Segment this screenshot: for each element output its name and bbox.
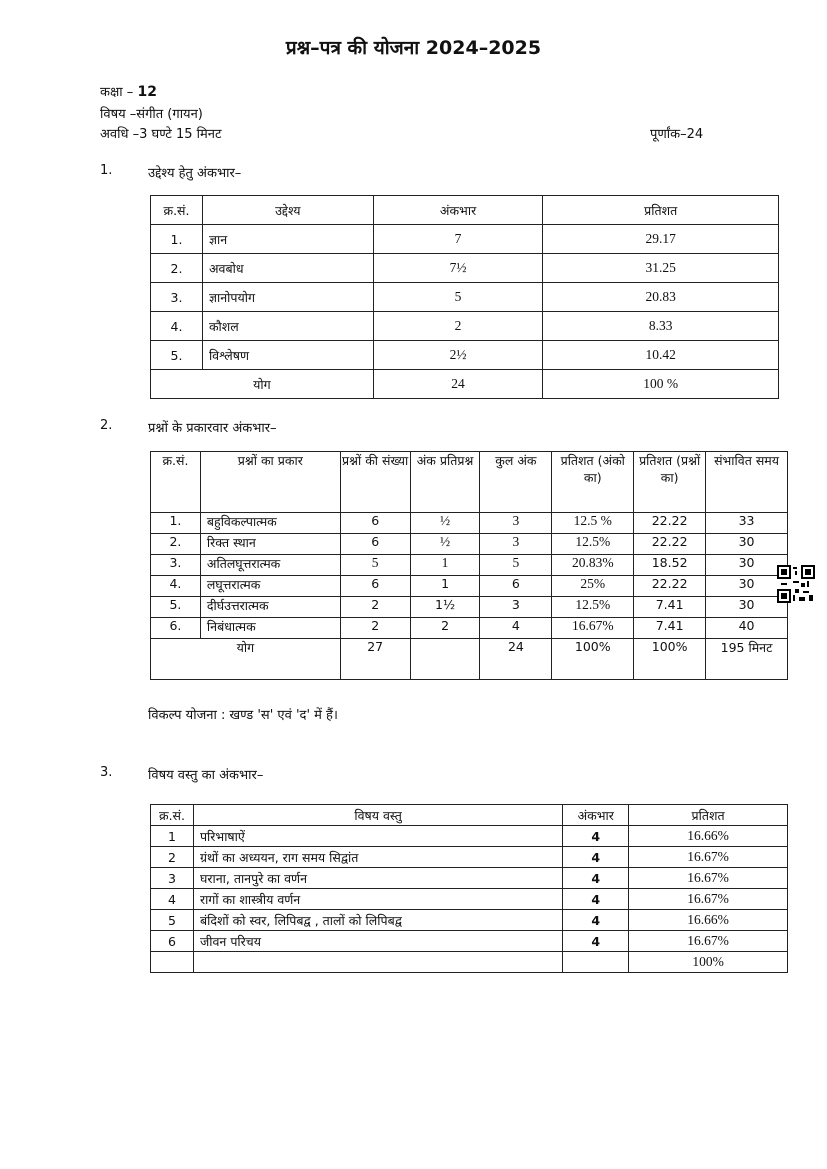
cell: 12.5% (552, 534, 634, 555)
cell: 6. (151, 618, 201, 639)
cell: 30 (706, 597, 788, 618)
section3-number: 3. (100, 765, 113, 780)
header-cell: क्र.सं. (151, 196, 203, 225)
cell (151, 952, 194, 973)
cell: 30 (706, 534, 788, 555)
header-cell: उद्देश्य (202, 196, 373, 225)
section3-title: विषय वस्तु का अंकभार– (148, 768, 264, 783)
class-value: 12 (137, 84, 157, 100)
cell: ज्ञानोपयोग (202, 283, 373, 312)
cell: 16.67% (629, 847, 788, 868)
cell: विश्लेषण (202, 341, 373, 370)
cell: 16.67% (552, 618, 634, 639)
cell: 2 (373, 312, 543, 341)
cell: अतिलघूत्तरात्मक (200, 555, 340, 576)
cell: 1. (151, 225, 203, 254)
cell: 2½ (373, 341, 543, 370)
cell: कौशल (202, 312, 373, 341)
cell: लघूत्तरात्मक (200, 576, 340, 597)
header-cell: क्र.सं. (151, 805, 194, 826)
cell: दीर्घउत्तरात्मक (200, 597, 340, 618)
cell: 2. (151, 254, 203, 283)
cell: बंदिशों को स्वर, लिपिबद्व , तालों को लिपिबद्व (193, 910, 562, 931)
header-cell: विषय वस्तु (193, 805, 562, 826)
qr-code (777, 565, 815, 603)
section2-number: 2. (100, 418, 113, 433)
cell: 8.33 (543, 312, 779, 341)
cell: 22.22 (634, 576, 706, 597)
cell: 20.83 (543, 283, 779, 312)
cell: 4 (563, 868, 629, 889)
cell: 29.17 (543, 225, 779, 254)
header-cell: प्रश्नों का प्रकार (200, 452, 340, 513)
subject-line: विषय –संगीत (गायन) (100, 107, 203, 122)
cell: रिक्त स्थान (200, 534, 340, 555)
cell: 5 (151, 910, 194, 931)
cell: 30 (706, 555, 788, 576)
cell: 4 (151, 889, 194, 910)
cell: परिभाषाऐं (193, 826, 562, 847)
section2-title: प्रश्नों के प्रकारवार अंकभार– (148, 421, 277, 436)
cell: 30 (706, 576, 788, 597)
cell: 5. (151, 597, 201, 618)
cell: जीवन परिचय (193, 931, 562, 952)
cell: 5 (480, 555, 552, 576)
header-cell: क्र.सं. (151, 452, 201, 513)
cell: 4 (563, 910, 629, 931)
header-cell: अंक प्रतिप्रश्न (410, 452, 480, 513)
cell: 100% (552, 639, 634, 680)
header-cell: अंकभार (563, 805, 629, 826)
cell: 2 (340, 597, 410, 618)
cell: 4 (563, 826, 629, 847)
table-total-row (151, 370, 779, 399)
table-header-row (151, 452, 788, 513)
total-label: योग (151, 370, 374, 399)
cell: 22.22 (634, 513, 706, 534)
cell: 1½ (410, 597, 480, 618)
table-row (151, 847, 788, 868)
table-row (151, 283, 779, 312)
cell: 16.67% (629, 868, 788, 889)
cell: 3. (151, 555, 201, 576)
cell: अवबोध (202, 254, 373, 283)
header-cell: संभावित समय (706, 452, 788, 513)
cell: 3 (480, 534, 552, 555)
cell: ½ (410, 513, 480, 534)
cell: 12.5 % (552, 513, 634, 534)
cell: 16.67% (629, 931, 788, 952)
cell: 12.5% (552, 597, 634, 618)
cell: 3 (480, 597, 552, 618)
header-cell: प्रतिशत (प्रश्नों का) (634, 452, 706, 513)
cell: 6 (340, 513, 410, 534)
cell: 6 (340, 534, 410, 555)
cell (410, 639, 480, 680)
cell: 1 (151, 826, 194, 847)
table-total-row (151, 952, 788, 973)
cell: 7.41 (634, 597, 706, 618)
table-row (151, 254, 779, 283)
table-row (151, 225, 779, 254)
table-row (151, 576, 788, 597)
table-row (151, 555, 788, 576)
full-marks: पूर्णांक–24 (650, 127, 704, 142)
cell: ग्रंथों का अध्ययन, राग समय सिद्वांत (193, 847, 562, 868)
cell: बहुविकल्पात्मक (200, 513, 340, 534)
table-row (151, 910, 788, 931)
class-label: कक्षा – (100, 85, 134, 100)
cell: 4 (563, 931, 629, 952)
cell: 100% (634, 639, 706, 680)
cell: 6 (340, 576, 410, 597)
cell: 10.42 (543, 341, 779, 370)
cell: ½ (410, 534, 480, 555)
option-note: विकल्प योजना : खण्ड 'स' एवं 'द' में हैं। (148, 708, 338, 723)
cell: 2 (340, 618, 410, 639)
cell: 2 (151, 847, 194, 868)
cell: 16.66% (629, 910, 788, 931)
question-type-table (150, 451, 788, 680)
header-cell: अंकभार (373, 196, 543, 225)
cell: 3 (151, 868, 194, 889)
cell: 27 (340, 639, 410, 680)
cell: रागों का शास्त्रीय वर्णन (193, 889, 562, 910)
cell: 7½ (373, 254, 543, 283)
table-row (151, 597, 788, 618)
table-row (151, 618, 788, 639)
cell: 24 (480, 639, 552, 680)
cell: 31.25 (543, 254, 779, 283)
cell: 6 (151, 931, 194, 952)
cell: 100 % (543, 370, 779, 399)
cell: ज्ञान (202, 225, 373, 254)
cell: 20.83% (552, 555, 634, 576)
cell: 16.67% (629, 889, 788, 910)
cell: 5. (151, 341, 203, 370)
cell: 6 (480, 576, 552, 597)
cell: 4. (151, 576, 201, 597)
header-cell: कुल अंक (480, 452, 552, 513)
cell: 33 (706, 513, 788, 534)
cell: 4 (563, 889, 629, 910)
cell: 4. (151, 312, 203, 341)
header-cell: प्रतिशत (629, 805, 788, 826)
table-row (151, 889, 788, 910)
cell: 40 (706, 618, 788, 639)
cell: 18.52 (634, 555, 706, 576)
cell: निबंधात्मक (200, 618, 340, 639)
class-line (100, 82, 157, 100)
cell: 7.41 (634, 618, 706, 639)
cell: 24 (373, 370, 543, 399)
cell (193, 952, 562, 973)
section1-title: उद्देश्य हेतु अंकभार– (148, 166, 242, 181)
cell: 4 (563, 847, 629, 868)
cell: 3. (151, 283, 203, 312)
cell: 4 (480, 618, 552, 639)
cell (563, 952, 629, 973)
table-header-row (151, 196, 779, 225)
cell: 1 (410, 555, 480, 576)
table-row (151, 341, 779, 370)
cell: 100% (629, 952, 788, 973)
section1-number: 1. (100, 163, 113, 178)
cell: 2 (410, 618, 480, 639)
duration-line: अवधि –3 घण्टे 15 मिनट (100, 127, 222, 142)
table-row (151, 868, 788, 889)
cell: 1. (151, 513, 201, 534)
table-row (151, 534, 788, 555)
header-cell: प्रतिशत (543, 196, 779, 225)
cell: 16.66% (629, 826, 788, 847)
page-title: प्रश्न–पत्र की योजना 2024–2025 (285, 37, 542, 59)
objective-marks-table (150, 195, 779, 399)
cell: 2. (151, 534, 201, 555)
content-marks-table (150, 804, 788, 973)
table-row (151, 931, 788, 952)
cell: घराना, तानपुरे का वर्णन (193, 868, 562, 889)
table-row (151, 513, 788, 534)
cell: 5 (373, 283, 543, 312)
table-header-row (151, 805, 788, 826)
header-cell: प्रतिशत (अंको का) (552, 452, 634, 513)
cell: 1 (410, 576, 480, 597)
table-row (151, 826, 788, 847)
header-cell: प्रश्नों की संख्या (340, 452, 410, 513)
cell: 5 (340, 555, 410, 576)
cell: 22.22 (634, 534, 706, 555)
cell: 3 (480, 513, 552, 534)
cell: 25% (552, 576, 634, 597)
cell: 7 (373, 225, 543, 254)
table-total-row (151, 639, 788, 680)
total-label: योग (151, 639, 341, 680)
table-row (151, 312, 779, 341)
cell: 195 मिनट (706, 639, 788, 680)
